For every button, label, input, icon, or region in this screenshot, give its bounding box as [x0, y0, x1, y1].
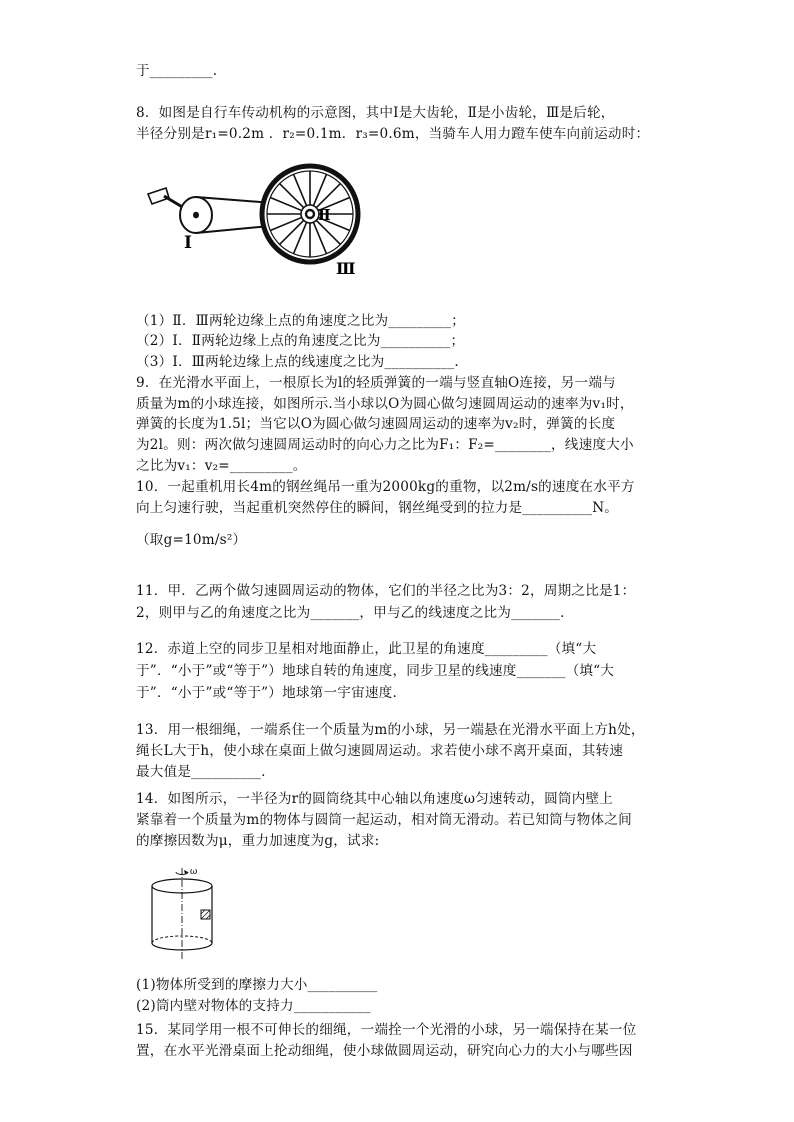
text-line: 绳长L大于h，使小球在桌面上做匀速圆周运动。求若使小球不离开桌面，其转速 [136, 743, 624, 759]
label-small-gear: Ⅱ [318, 206, 331, 224]
text-line: (1)物体所受到的摩擦力大小__________ [136, 977, 378, 993]
omega-label: ω [190, 867, 198, 877]
text-line: 置，在水平光滑桌面上抡动细绳，使小球做圆周运动，研究向心力的大小与哪些因 [136, 1043, 633, 1059]
text-line: 的摩擦因数为μ，重力加速度为g，试求: [136, 833, 380, 849]
text-line: 于”．“小于”或“等于”）地球自转的角速度，同步卫星的线速度_______（填“大 [136, 663, 615, 679]
bicycle-transmission-figure [140, 148, 370, 280]
text-line: 紧靠着一个质量为m的物体与圆筒一起运动，相对筒无滑动。若已知筒与物体之间 [136, 812, 632, 828]
text-line: 弹簧的长度为1.5l；当它以O为圆心做匀速圆周运动的速率为v₂时，弹簧的长度 [136, 416, 616, 432]
text-line: 于_________. [136, 63, 218, 79]
text-line: （取g=10m/s²） [136, 532, 247, 548]
text-line: 于”．“小于”或“等于”）地球第一宇宙速度. [136, 685, 397, 701]
text-line: 15．某同学用一根不可伸长的细绳，一端拴一个光滑的小球，另一端保持在某一位 [136, 1022, 637, 1038]
text-line: （1）Ⅱ．Ⅲ两轮边缘上点的角速度之比为_________； [136, 313, 466, 329]
text-line: 质量为m的小球连接，如图所示.当小球以O为圆心做匀速圆周运动的速率为v₁时， [136, 396, 634, 412]
text-line: (2)筒内壁对物体的支持力___________ [136, 998, 371, 1014]
text-line: 9．在光滑水平面上，一根原长为l的轻质弹簧的一端与竖直轴O连接，另一端与 [136, 375, 616, 391]
text-line: 11．甲．乙两个做匀速圆周运动的物体，它们的半径之比为3：2，周期之比是1： [136, 583, 636, 599]
text-line: （3）Ⅰ．Ⅲ两轮边缘上点的线速度之比为__________. [136, 354, 459, 370]
text-line: 12．赤道上空的同步卫星相对地面静止，此卫星的角速度_________（填“大 [136, 641, 597, 657]
label-big-gear: Ⅰ [184, 233, 192, 253]
text-line: 为2l。则：两次做匀速圆周运动时的向心力之比为F₁：F₂=________，线速度大小 [136, 437, 634, 453]
label-rear-wheel: Ⅲ [336, 259, 356, 278]
text-line: 半径分别是r₁=0.2m ．r₂=0.1m．r₃=0.6m，当骑车人用力蹬车使车向前运动时： [136, 126, 650, 142]
text-line: 8．如图是自行车传动机构的示意图，其中Ⅰ是大齿轮，Ⅱ是小齿轮，Ⅲ是后轮， [136, 105, 615, 121]
text-line: 14．如图所示，一半径为r的圆筒绕其中心轴以角速度ω匀速转动，圆筒内壁上 [136, 791, 614, 807]
text-line: 向上匀速行驶，当起重机突然停住的瞬间，钢丝绳受到的拉力是__________N。 [136, 500, 619, 516]
cylinder-figure [140, 864, 240, 964]
text-line: 最大值是__________. [136, 764, 266, 780]
text-line: 2，则甲与乙的角速度之比为_______，甲与乙的线速度之比为_______. [136, 605, 565, 621]
text-line: （2）Ⅰ．Ⅱ两轮边缘上点的角速度之比为__________； [136, 333, 465, 349]
text-line: 13．用一根细绳，一端系住一个质量为m的小球，另一端悬在光滑水平面上方h处， [136, 722, 645, 738]
text-line: 10．一起重机用长4m的钢丝绳吊一重为2000kg的重物，以2m/s的速度在水平方 [136, 479, 635, 495]
text-line: 之比为v₁：v₂=_________。 [136, 458, 307, 474]
